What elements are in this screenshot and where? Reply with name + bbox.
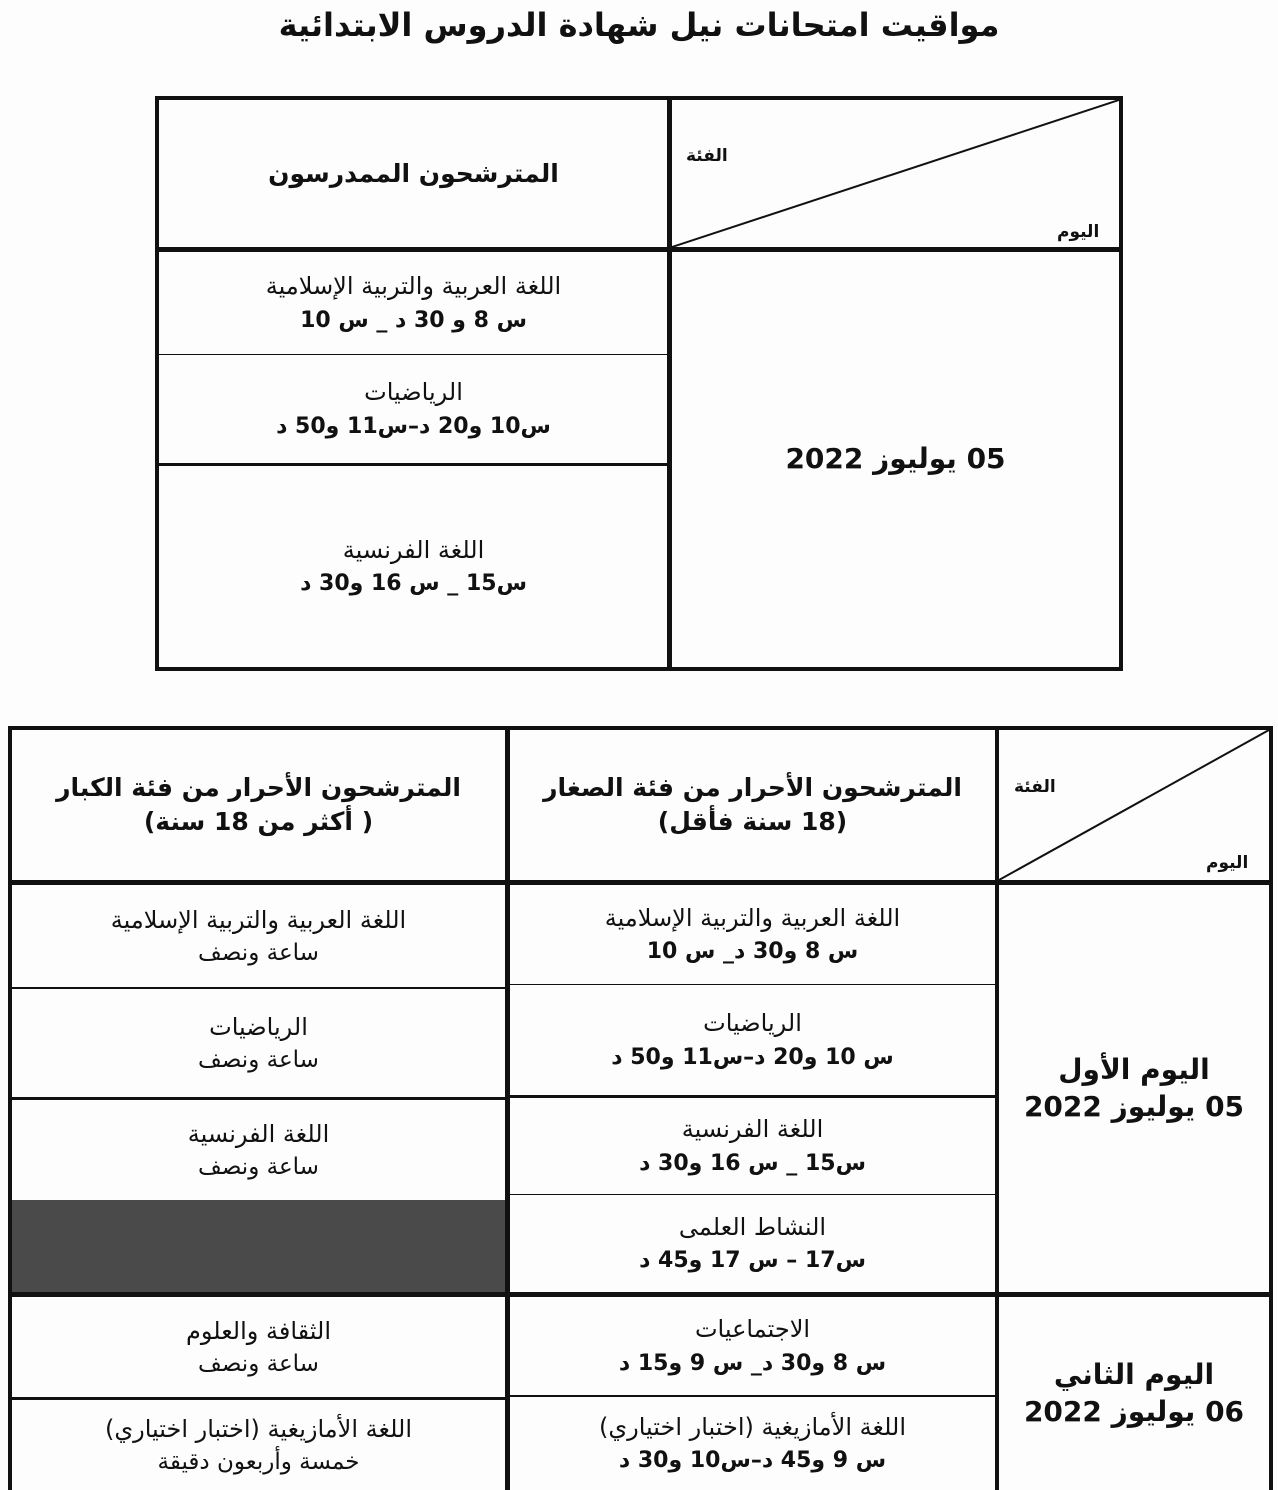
adult-row [12,1100,505,1200]
table1-row [160,252,667,354]
day2-cell [999,1297,1269,1490]
exam-time: س 8 و30 د_ س 9 و15 د [618,1350,887,1376]
subject-name: الرياضيات [703,1009,802,1038]
exam-duration: خمسة وأربعون دقيقة [157,1449,360,1476]
exam-time: س15 _ س 16 و30 د [639,1150,866,1176]
table1-corner-diagonal [672,100,1119,247]
exam-time: س 10 و20 د–س11 و50 د [611,1044,894,1070]
subject-name: اللغة الفرنسية [342,535,485,564]
young-row [510,1297,995,1395]
subject-name: اللغة الفرنسية [187,1119,330,1148]
subject-name: اللغة العربية والتربية الإسلامية [604,903,901,932]
table1-date: 05 يوليوز 2022 [785,442,1006,476]
subject-name: اللغة الفرنسية [681,1115,824,1144]
young-row [510,885,995,984]
exam-duration: ساعة ونصف [198,1154,319,1181]
table1-column-header: المترشحون الممدرسون [268,158,559,188]
page-title: مواقيت امتحانات نيل شهادة الدروس الابتدائية [278,6,1000,44]
table1-corner-category: الفئة [686,146,728,166]
header-line: (18 سنة فأقل) [657,807,848,836]
exam-time: س15 _ س 16 و30 د [300,571,527,597]
day-date: 05 يوليوز 2022 [1023,1089,1245,1123]
exam-duration: ساعة ونصف [198,940,319,967]
subject-name: اللغة العربية والتربية الإسلامية [110,905,407,934]
subject-name: النشاط العلمى [678,1212,827,1241]
subject-name: اللغة الأمازيغية (اختبار اختياري) [104,1414,413,1443]
header-line: ( أكثر من 18 سنة) [143,807,374,836]
subject-name: الثقافة والعلوم [186,1316,331,1345]
exam-time: س 8 و 30 د _ س 10 [300,307,527,333]
subject-name: الاجتماعيات [694,1315,811,1344]
day-date: 06 يوليوز 2022 [1023,1394,1245,1428]
column-header-young [510,730,995,880]
young-row [510,1397,995,1490]
day-label: اليوم الثاني [1053,1358,1215,1392]
day-label: اليوم الأول [1058,1053,1210,1087]
empty-shaded-cell [12,1200,505,1292]
header-line: المترشحون الأحرار من فئة الصغار [543,773,962,803]
adult-row [12,989,505,1097]
day1-cell [999,885,1269,1292]
subject-name: اللغة الأمازيغية (اختبار اختياري) [598,1412,907,1441]
exam-time: س 8 و30 د_ س 10 [646,939,859,965]
adult-row [12,1297,505,1397]
exam-time: س17 – س 17 و45 د [639,1248,866,1274]
table2-corner-day: اليوم [1206,853,1249,873]
exam-time: س10 و20 د–س11 و50 د [276,413,551,439]
table1-row [160,355,667,463]
subject-name: اللغة العربية والتربية الإسلامية [265,272,562,301]
adult-row [12,1400,505,1490]
header-line: المترشحون الأحرار من فئة الكبار [56,773,461,803]
table1-row [160,466,667,667]
young-row [510,1098,995,1194]
exam-duration: ساعة ونصف [198,1047,319,1074]
column-header-adult [12,730,505,880]
adult-row [12,885,505,987]
exam-duration: ساعة ونصف [198,1351,319,1378]
subject-name: الرياضيات [364,378,463,407]
exam-time: س 9 و45 د–س10 و30 د [618,1448,887,1474]
table2-corner-category: الفئة [1014,777,1056,797]
young-row [510,1195,995,1292]
subject-name: الرياضيات [209,1012,308,1041]
table1-corner-day: اليوم [1057,222,1100,242]
young-row [510,985,995,1095]
